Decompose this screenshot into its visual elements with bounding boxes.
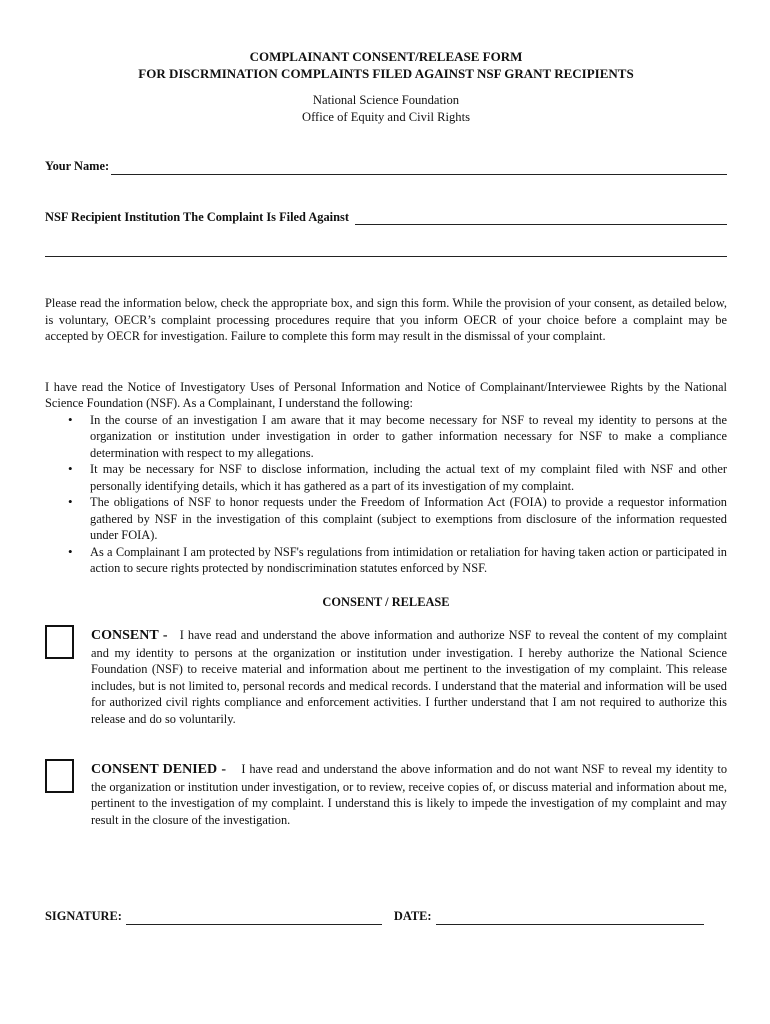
org-name: National Science Foundation bbox=[312, 93, 460, 107]
institution-label: NSF Recipient Institution The Complaint Is Filed Against bbox=[45, 209, 349, 224]
notice-lead: I have read the Notice of Investigatory Uses of Personal Information and Notice of Complainant/Interviewee Rights by the National Science Foundation (NSF). As a Complainant, I understand the following: bbox=[45, 379, 727, 410]
your-name-line[interactable] bbox=[111, 162, 727, 175]
signature-label: SIGNATURE: bbox=[45, 909, 122, 923]
date-label: DATE: bbox=[393, 909, 432, 923]
consent-text: I have read and understand the above information and authorize NSF to reveal the content of my complaint and my identity to persons at the organization or institution under investigation. I hereby authorize the National Science Foundation (NSF) to receive material and information about me pertinent to the investigation of my complaint. This release includes, but is not limited to, personal records and medical records. I understand that the material and information will be used for authorized civil rights compliance and enforcement activities. I further understand that I am not required to authorize this release and do so voluntarily. bbox=[91, 628, 728, 726]
your-name-label: Your Name: bbox=[45, 159, 110, 173]
notice-bullets bbox=[45, 412, 727, 577]
signature-row bbox=[45, 908, 727, 925]
bullet-item: • In the course of an investigation I am aware that it may become necessary for NSF to reveal my identity to persons at the organization or institution under investigation in order to gather information necessary for NSF to make a compliance determination with respect to my allegations. bbox=[90, 412, 727, 462]
office-name: Office of Equity and Civil Rights bbox=[301, 110, 471, 124]
bullet-item: • It may be necessary for NSF to disclose information, including the actual text of my complaint filed with NSF and other personally identifying details, which it has gathered as a part of its investigation of my complaint. bbox=[90, 461, 727, 494]
date-line[interactable] bbox=[436, 912, 704, 925]
consent-denied-checkbox[interactable] bbox=[45, 759, 74, 793]
institution-field[interactable] bbox=[45, 209, 727, 226]
bullet-item: • As a Complainant I am protected by NSF's regulations from intimidation or retaliation for having taken action or participated in action to secure rights protected by nondiscrimination statutes enforced by NSF. bbox=[90, 544, 727, 577]
title-line-1: COMPLAINANT CONSENT/RELEASE FORM bbox=[249, 49, 523, 64]
your-name-field[interactable] bbox=[45, 158, 727, 175]
organization-block bbox=[45, 92, 727, 126]
form-title bbox=[45, 48, 727, 82]
consent-denied-option bbox=[45, 761, 727, 828]
title-line-2: FOR DISCRMINATION COMPLAINTS FILED AGAINST NSF GRANT RECIPIENTS bbox=[138, 66, 634, 81]
consent-section-title: CONSENT / RELEASE bbox=[322, 594, 450, 609]
consent-denied-text: I have read and understand the above information and do not want NSF to reveal my identity to the organization or institution under investigation, or to review, receive copies of, or discuss material and information about me, pertinent to the investigation of my complaint. I understand this is likely to impede the investigation of my complaint and may result in the closure of the investigation. bbox=[91, 762, 728, 827]
consent-label: CONSENT - bbox=[91, 628, 168, 643]
intro-paragraph: Please read the information below, check the appropriate box, and sign this form. While the provision of your consent, as detailed below, is voluntary, OECR’s complaint processing procedures require that you inform OECR of your choice before a complaint may be accepted by OECR for investigation. Failure to complete this form may result in the dismissal of your complaint. bbox=[45, 296, 727, 343]
signature-line[interactable] bbox=[126, 912, 382, 925]
form-page bbox=[45, 48, 727, 925]
consent-checkbox[interactable] bbox=[45, 625, 74, 659]
institution-line-2[interactable] bbox=[45, 255, 727, 257]
institution-line[interactable] bbox=[355, 212, 727, 225]
bullet-item: • The obligations of NSF to honor requests under the Freedom of Information Act (FOIA) to provide a requestor information gathered by NSF in the investigation of this complaint (subject to exemptions from disclosure of the information requested under FOIA). bbox=[90, 494, 727, 544]
consent-option bbox=[45, 627, 727, 727]
consent-denied-label: CONSENT DENIED - bbox=[91, 762, 227, 777]
